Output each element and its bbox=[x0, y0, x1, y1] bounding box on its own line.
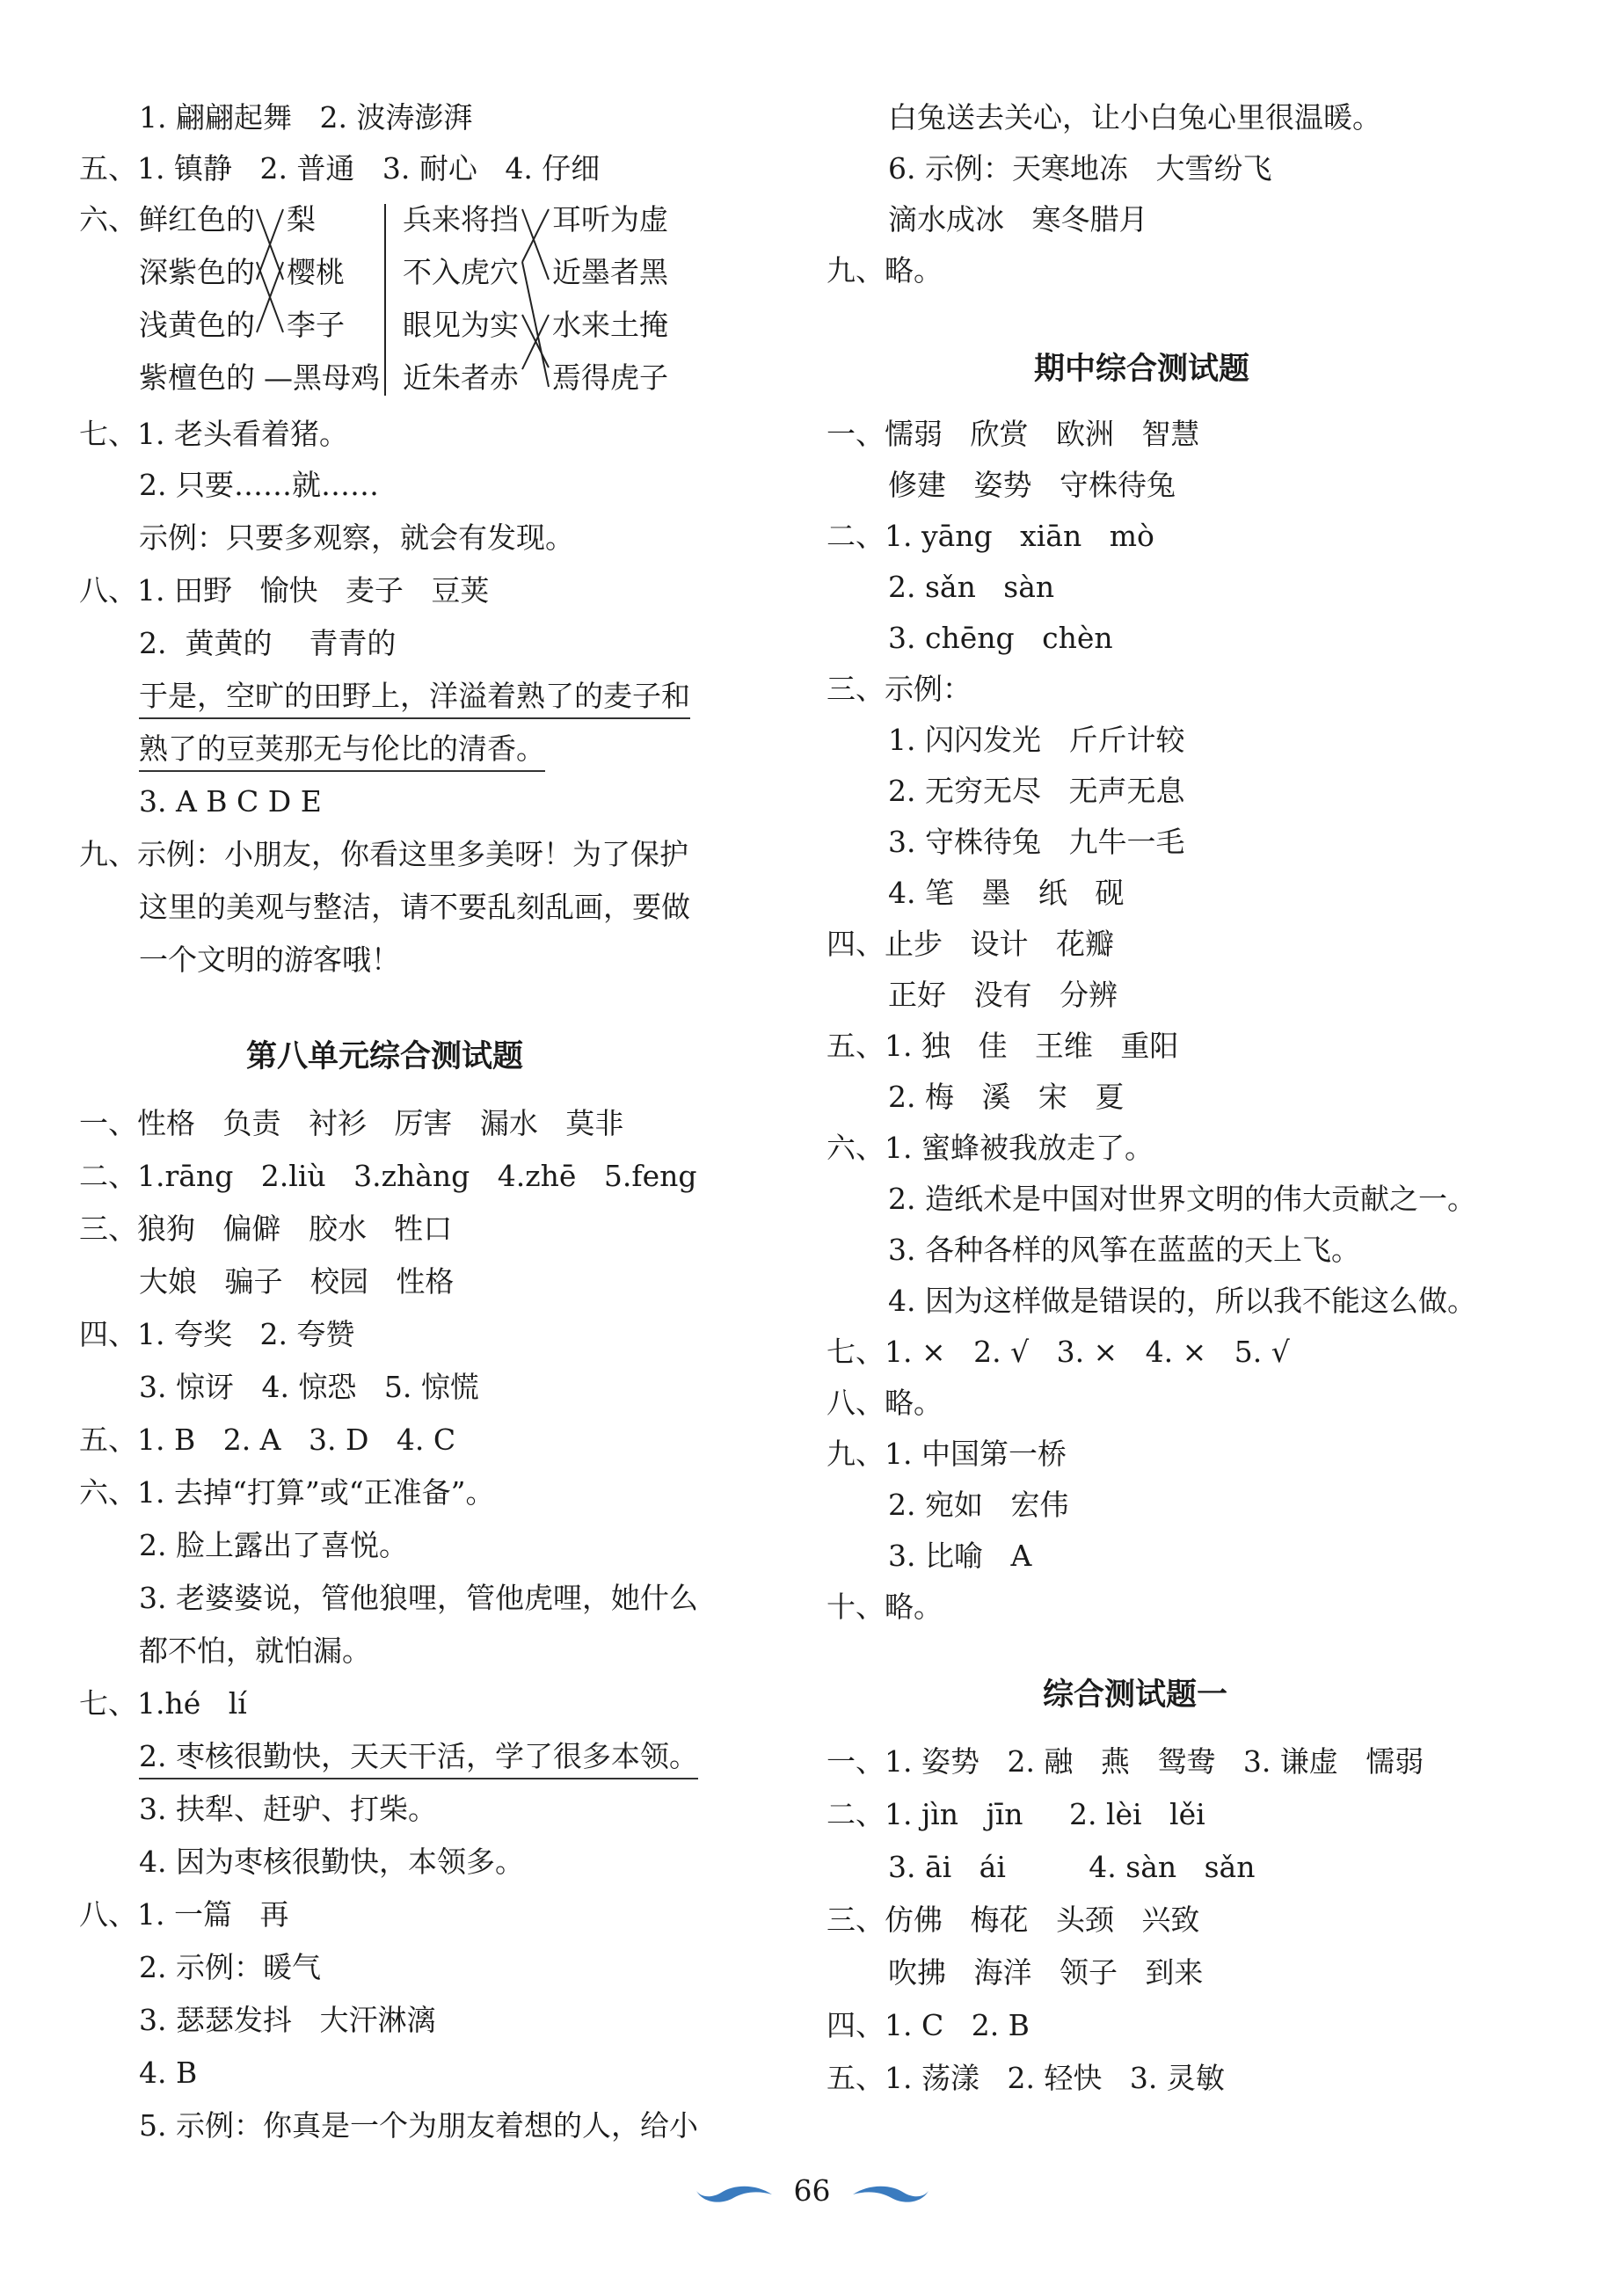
answer-line: 2. 梅 溪 宋 夏 bbox=[888, 1080, 1125, 1114]
answer-line: 5. 示例：你真是一个为朋友着想的人，给小 bbox=[139, 2108, 698, 2143]
answer-line: 2. 脸上露出了喜悦。 bbox=[139, 1528, 408, 1562]
underlined-answer: 于是，空旷的田野上，洋溢着熟了的麦子和 bbox=[139, 677, 690, 719]
answer-line: 3. 扶犁、赶驴、打柴。 bbox=[139, 1792, 437, 1826]
answer-line: 四、1. 夸奖 2. 夸赞 bbox=[79, 1317, 355, 1351]
answer-line: 2. 宛如 宏伟 bbox=[888, 1488, 1069, 1522]
answer-line: 6. 示例：天寒地冻 大雪纷飞 bbox=[888, 151, 1272, 186]
answer-line: 三、仿佛 梅花 头颈 兴致 bbox=[827, 1903, 1200, 1937]
answer-line: 四、止步 设计 花瓣 bbox=[827, 927, 1114, 961]
match-item: 水来土掩 bbox=[552, 308, 668, 342]
page-number: 66 bbox=[793, 2173, 831, 2208]
answer-line: 3. 守株待兔 九牛一毛 bbox=[888, 825, 1185, 859]
answer-line: 修建 姿势 守株待兔 bbox=[888, 468, 1176, 502]
match-item: 眼见为实 bbox=[403, 308, 519, 342]
answer-line: 4. B bbox=[139, 2056, 198, 2090]
answer-line: 3. 各种各样的风筝在蓝蓝的天上飞。 bbox=[888, 1233, 1360, 1267]
match-item: —黑母鸡 bbox=[264, 360, 380, 395]
section-title: 综合测试题一 bbox=[1043, 1677, 1228, 1713]
answer-line: 九、略。 bbox=[827, 253, 943, 287]
answer-line: 这里的美观与整洁，请不要乱刻乱画，要做 bbox=[139, 890, 690, 924]
answer-line: 滴水成冰 寒冬腊月 bbox=[888, 202, 1148, 237]
right-flourish-icon bbox=[851, 2182, 930, 2209]
match-item: 梨 bbox=[287, 202, 316, 237]
answer-line: 五、1. B 2. A 3. D 4. C bbox=[79, 1423, 456, 1457]
answer-line: 吹拂 海洋 领子 到来 bbox=[888, 1955, 1204, 1990]
answer-line: 2. 造纸术是中国对世界文明的伟大贡献之一。 bbox=[888, 1182, 1476, 1216]
answer-line: 4. 因为这样做是错误的，所以我不能这么做。 bbox=[888, 1284, 1476, 1318]
answer-line: 2. 只要……就…… bbox=[139, 468, 379, 502]
answer-line: 3. chēng chèn bbox=[888, 621, 1113, 655]
answer-line: 七、1.hé lí bbox=[79, 1686, 247, 1721]
answer-line: 3. 惊讶 4. 惊恐 5. 惊慌 bbox=[139, 1370, 479, 1404]
answer-line: 1. 翩翩起舞 2. 波涛澎湃 bbox=[139, 100, 473, 135]
answer-line: 白兔送去关心，让小白兔心里很温暖。 bbox=[888, 100, 1381, 135]
answer-line: 4. 笔 墨 纸 砚 bbox=[888, 876, 1125, 910]
answer-line: 3. 瑟瑟发抖 大汗淋漓 bbox=[139, 2003, 436, 2037]
answer-line: 一、懦弱 欣赏 欧洲 智慧 bbox=[827, 417, 1200, 451]
answer-line: 一个文明的游客哦！ bbox=[139, 942, 400, 977]
answer-line: 二、1.rāng 2.liù 3.zhàng 4.zhē 5.feng bbox=[79, 1159, 697, 1193]
answer-line: 2. 无穷无尽 无声无息 bbox=[888, 774, 1185, 808]
answer-line: 八、1. 田野 愉快 麦子 豆荚 bbox=[79, 573, 490, 608]
answer-line: 4. 因为枣核很勤快，本领多。 bbox=[139, 1845, 524, 1879]
answer-line: 3. A B C D E bbox=[139, 784, 322, 819]
answer-line: 2. 示例：暖气 bbox=[139, 1950, 321, 1984]
match-item: 紫檀色的 bbox=[139, 360, 255, 395]
answer-line: 八、略。 bbox=[827, 1386, 943, 1420]
answer-line: 1. 闪闪发光 斤斤计较 bbox=[888, 723, 1185, 757]
match-item: 兵来将挡 bbox=[403, 202, 519, 237]
section-title: 期中综合测试题 bbox=[1034, 352, 1250, 387]
answer-line: 三、狼狗 偏僻 胶水 牲口 bbox=[79, 1212, 453, 1246]
answer-line: 都不怕，就怕漏。 bbox=[139, 1634, 371, 1668]
match-item: 耳听为虚 bbox=[552, 202, 668, 237]
answer-line: 八、1. 一篇 再 bbox=[79, 1897, 289, 1932]
answer-line: 七、1. 老头看着猪。 bbox=[79, 417, 348, 451]
match-item: 深紫色的 bbox=[139, 255, 255, 289]
answer-line: 3. 比喻 A bbox=[888, 1539, 1032, 1573]
section-title: 第八单元综合测试题 bbox=[246, 1039, 524, 1074]
match-item: 鲜红色的 bbox=[139, 202, 255, 237]
answer-line: 七、1. × 2. √ 3. × 4. × 5. √ bbox=[827, 1335, 1290, 1369]
answer-line: 五、1. 独 佳 王维 重阳 bbox=[827, 1029, 1179, 1063]
answer-line: 五、1. 荡漾 2. 轻快 3. 灵敏 bbox=[827, 2061, 1225, 2095]
match-item: 焉得虎子 bbox=[552, 360, 668, 395]
answer-line: 2. sǎn sàn bbox=[888, 570, 1055, 604]
answer-line: 二、1. yāng xiān mò bbox=[827, 519, 1154, 553]
matching-lines bbox=[79, 0, 835, 422]
answer-line: 3. āi ái 4. sàn sǎn bbox=[888, 1850, 1256, 1884]
match-item: 近墨者黑 bbox=[552, 255, 668, 289]
match-item: 樱桃 bbox=[287, 255, 345, 289]
answer-line: 正好 没有 分辨 bbox=[888, 978, 1118, 1012]
underlined-answer: 2. 枣核很勤快，天天干活，学了很多本领。 bbox=[139, 1737, 698, 1779]
match-item: 浅黄色的 bbox=[139, 308, 255, 342]
answer-line: 2. 黄黄的 青青的 bbox=[139, 626, 397, 660]
answer-line: 3. 老婆婆说，管他狼哩，管他虎哩，她什么 bbox=[139, 1581, 698, 1615]
underlined-answer: 熟了的豆荚那无与伦比的清香。 bbox=[139, 730, 545, 772]
answer-line: 大娘 骗子 校园 性格 bbox=[139, 1264, 455, 1299]
answer-line: 一、1. 姿势 2. 融 燕 鸳鸯 3. 谦虚 懦弱 bbox=[827, 1744, 1424, 1779]
answer-line: 六、1. 蜜蜂被我放走了。 bbox=[827, 1131, 1154, 1165]
answer-line: 九、示例：小朋友，你看这里多美呀！为了保护 bbox=[79, 837, 688, 871]
answer-line: 九、1. 中国第一桥 bbox=[827, 1437, 1067, 1471]
answer-line: 示例：只要多观察，就会有发现。 bbox=[139, 520, 574, 555]
answer-line: 五、1. 镇静 2. 普通 3. 耐心 4. 仔细 bbox=[79, 151, 601, 186]
answer-line: 二、1. jìn jīn 2. lèi lěi bbox=[827, 1797, 1205, 1831]
answer-line: 三、示例： bbox=[827, 672, 972, 706]
match-item: 近朱者赤 bbox=[403, 360, 519, 395]
answer-line: 十、略。 bbox=[827, 1590, 943, 1624]
answer-line: 四、1. C 2. B bbox=[827, 2008, 1030, 2042]
answer-line: 六、1. 去掉“打算”或“正准备”。 bbox=[79, 1475, 495, 1510]
match-item: 李子 bbox=[287, 308, 345, 342]
section-label: 六、 bbox=[79, 202, 137, 237]
answer-line: 一、性格 负责 衬衫 厉害 漏水 莫非 bbox=[79, 1106, 624, 1140]
match-item: 不入虎穴 bbox=[403, 255, 519, 289]
